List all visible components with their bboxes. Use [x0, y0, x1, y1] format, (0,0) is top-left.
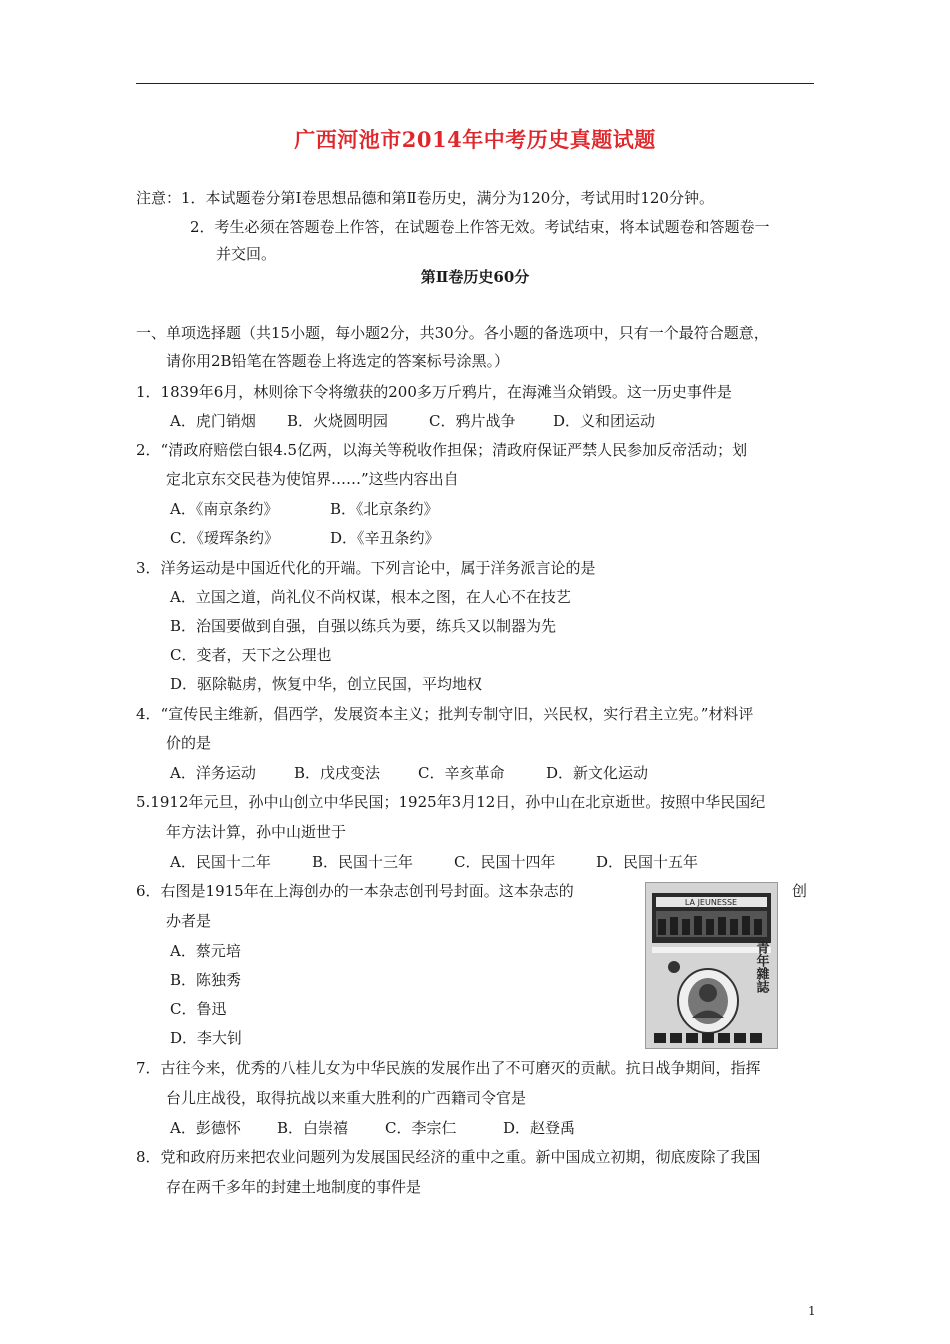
section-title: 第Ⅱ卷历史60分: [420, 268, 530, 286]
notice-item-2a: 2．考生必须在答题卷上作答，在试题卷上作答无效。考试结束，将本试题卷和答题卷一: [190, 218, 770, 236]
q7-option-a: A．彭德怀: [170, 1119, 241, 1137]
part1-heading-b: 请你用2B铅笔在答题卷上将选定的答案标号涂黑。）: [166, 352, 510, 370]
q8-stem-b: 存在两千多年的封建土地制度的事件是: [166, 1178, 422, 1196]
q3-option-c: C．变者，天下之公理也: [170, 646, 332, 664]
q6-option-c: C．鲁迅: [170, 1000, 227, 1018]
q3-option-a: A．立国之道，尚礼仪不尚权谋，根本之图，在人心不在技艺: [170, 588, 571, 606]
q5-option-a: A．民国十二年: [170, 853, 271, 871]
q7-option-d: D．赵登禹: [503, 1119, 576, 1137]
q1-stem: 1．1839年6月，林则徐下令将缴获的200多万斤鸦片，在海滩当众销毁。这一历史事件是: [136, 383, 732, 401]
q2-options-row-1: [170, 498, 439, 520]
q6-stem-tail: 创: [792, 882, 808, 900]
q2-option-d: D．《辛丑条约》: [330, 529, 440, 547]
q6-option-a: A．蔡元培: [170, 942, 241, 960]
q2-option-a: A．《南京条约》: [170, 500, 279, 518]
q6-stem-a: 6．右图是1915年在上海创办的一本杂志创刊号封面。这本杂志的: [136, 882, 574, 900]
q1-option-a: A．虎门销烟: [170, 412, 256, 430]
q5-stem-a: 5.1912年元旦，孙中山创立中华民国；1925年3月12日，孙中山在北京逝世。按照中华民国纪: [136, 793, 766, 811]
q1-option-c: C．鸦片战争: [429, 412, 516, 430]
q5-stem-b: 年方法计算，孙中山逝世于: [166, 823, 347, 841]
q2-stem-b: 定北京东交民巷为使馆界……”这些内容出自: [166, 470, 459, 488]
q7-option-c: C．李宗仁: [385, 1119, 457, 1137]
q6-option-b: B．陈独秀: [170, 971, 242, 989]
magazine-cover-illustration: [646, 883, 777, 1048]
q2-option-c: C．《瑷珲条约》: [170, 529, 279, 547]
q2-option-b: B．《北京条约》: [330, 500, 439, 518]
notice-line-1: [136, 187, 714, 209]
q2-options-row-2: [170, 527, 440, 549]
magazine-cover-title-cn: 青年雜誌: [753, 941, 769, 993]
q3-option-d: D．驱除鞑虏，恢复中华，创立民国，平均地权: [170, 675, 483, 693]
q5-option-b: B．民国十三年: [312, 853, 414, 871]
q7-stem-a: 7．古往今来，优秀的八桂儿女为中华民族的发展作出了不可磨灭的贡献。抗日战争期间，指挥: [136, 1059, 761, 1077]
q4-stem-a: 4．“宣传民主维新，倡西学，发展资本主义；批判专制守旧，兴民权，实行君主立宪。”材料评: [136, 705, 754, 723]
q4-option-b: B．戊戌变法: [294, 764, 381, 782]
q3-option-b: B．治国要做到自强，自强以练兵为要，练兵又以制器为先: [170, 617, 557, 635]
part1-heading-a: 一、单项选择题（共15小题，每小题2分，共30分。各小题的备选项中，只有一个最符合题意，: [136, 324, 769, 342]
magazine-cover-image: [645, 882, 778, 1049]
q1-option-d: D．义和团运动: [553, 412, 656, 430]
q7-option-b: B．白崇禧: [277, 1119, 349, 1137]
q8-stem-a: 8．党和政府历来把农业问题列为发展国民经济的重中之重。新中国成立初期，彻底废除了我国: [136, 1148, 761, 1166]
q5-options: [170, 851, 698, 873]
q4-option-d: D．新文化运动: [546, 764, 649, 782]
notice-label: 注意：: [136, 189, 182, 207]
q6-option-d: D．李大钊: [170, 1029, 243, 1047]
q1-option-b: B．火烧圆明园: [287, 412, 389, 430]
q5-option-c: C．民国十四年: [454, 853, 556, 871]
document-title: 广西河池市2014年中考历史真题试题: [294, 127, 656, 152]
q4-option-a: A．洋务运动: [170, 764, 256, 782]
notice-item-1: 1．本试题卷分第Ⅰ卷思想品德和第Ⅱ卷历史，满分为120分，考试用时120分钟。: [181, 189, 714, 207]
q4-options: [170, 762, 648, 784]
notice-item-2b: 并交回。: [216, 245, 277, 263]
header-rule: [136, 83, 814, 84]
q4-stem-b: 价的是: [166, 734, 212, 752]
magazine-cover-title-latin: LA JEUNESSE: [684, 898, 738, 907]
q5-option-d: D．民国十五年: [596, 853, 699, 871]
q2-stem-a: 2．“清政府赔偿白银4.5亿两，以海关等税收作担保；清政府保证严禁人民参加反帝活动；划: [136, 441, 748, 459]
q7-stem-b: 台儿庄战役，取得抗战以来重大胜利的广西籍司令官是: [166, 1089, 527, 1107]
q6-stem-b: 办者是: [166, 912, 212, 930]
q7-options: [170, 1117, 575, 1139]
q1-options: [170, 410, 655, 432]
page-number: 1: [808, 1304, 816, 1318]
q4-option-c: C．辛亥革命: [418, 764, 505, 782]
q3-stem: 3．洋务运动是中国近代化的开端。下列言论中，属于洋务派言论的是: [136, 559, 596, 577]
